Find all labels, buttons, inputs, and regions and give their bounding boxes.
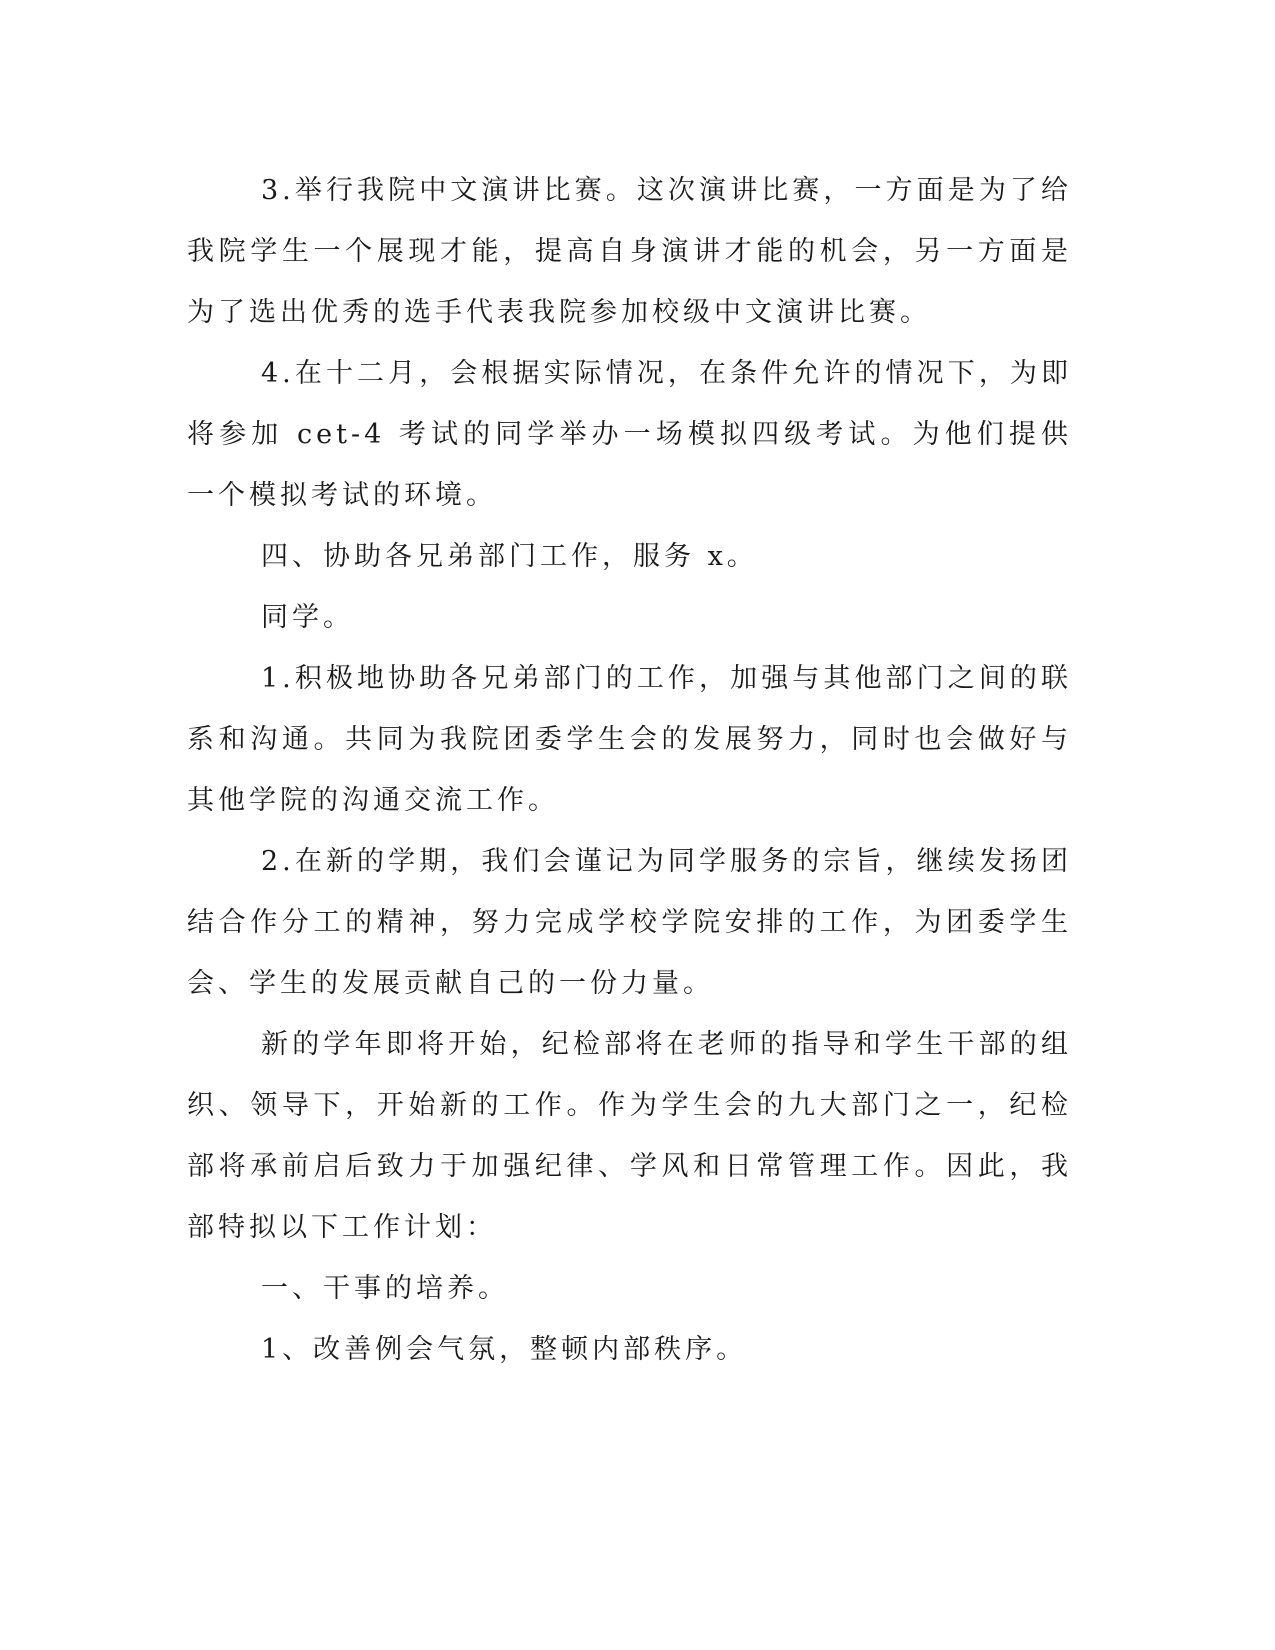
paragraph-discipline-intro: 新的学年即将开始，纪检部将在老师的指导和学生干部的组织、领导下，开始新的工作。作为学生会的九大部门之一，纪检部将承前启后致力于加强纪律、学风和日常管理工作。因此，我部特拟以下工作计划： — [187, 1029, 1072, 1243]
paragraph-assist-other-departments: 1.积极地协助各兄弟部门的工作，加强与其他部门之间的联系和沟通。共同为我院团委学生会的发展努力，同时也会做好与其他学院的沟通交流工作。 — [187, 663, 1072, 816]
section-heading-assist-departments: 四、协助各兄弟部门工作，服务 x。 — [261, 541, 758, 572]
document-body — [187, 160, 1072, 1380]
paragraph-mock-cet4-exam: 4.在十二月，会根据实际情况，在条件允许的情况下，为即将参加 cet-4 考试的同学举办一场模拟四级考试。为他们提供一个模拟考试的环境。 — [187, 358, 1072, 511]
paragraph-speech-contest: 3.举行我院中文演讲比赛。这次演讲比赛，一方面是为了给我院学生一个展现才能，提高自身演讲才能的机会，另一方面是为了选出优秀的选手代表我院参加校级中文演讲比赛。 — [187, 175, 1072, 328]
section-heading-staff-training: 一、干事的培养。 — [261, 1273, 509, 1304]
paragraph-classmates: 同学。 — [261, 602, 354, 633]
paragraph-new-semester: 2.在新的学期，我们会谨记为同学服务的宗旨，继续发扬团结合作分工的精神，努力完成学校学院安排的工作，为团委学生会、学生的发展贡献自己的一份力量。 — [187, 846, 1072, 999]
paragraph-meeting-atmosphere: 1、改善例会气氛，整顿内部秩序。 — [261, 1334, 748, 1365]
